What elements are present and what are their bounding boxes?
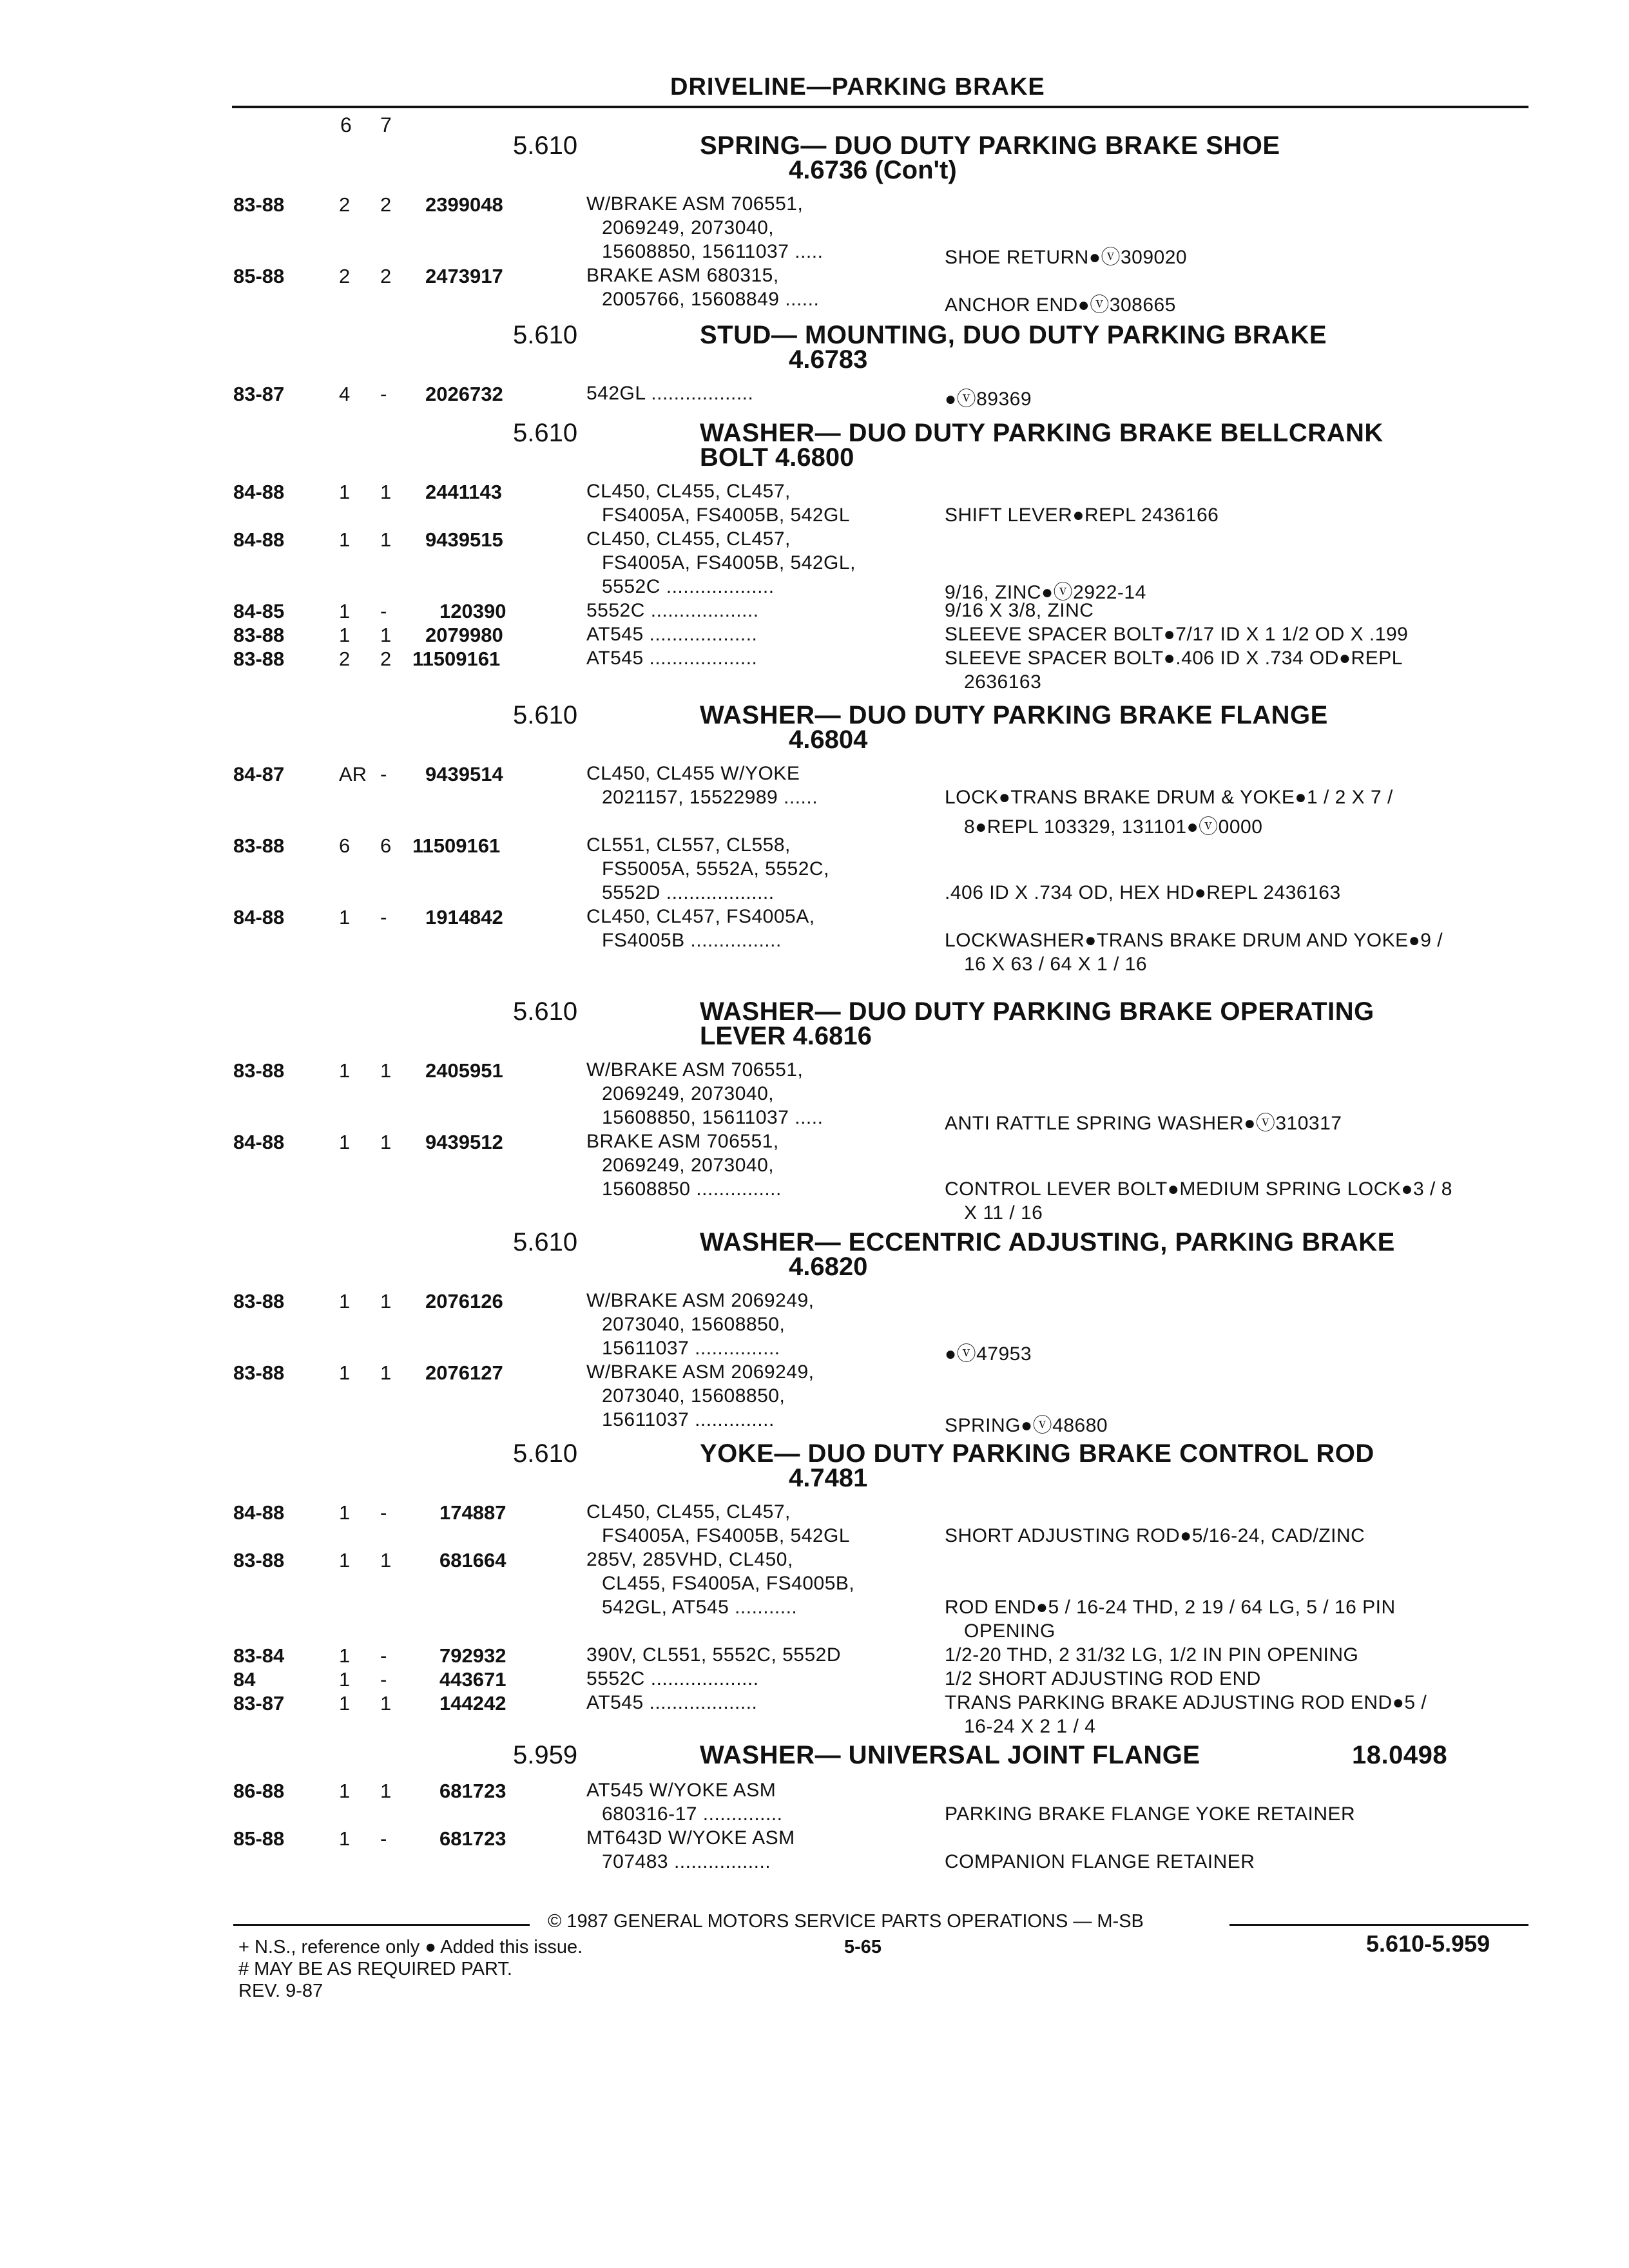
row-part-number: 443671 <box>439 1668 506 1691</box>
row-years: 83-88 <box>233 624 285 646</box>
page-title: DRIVELINE—PARKING BRAKE <box>670 73 1045 101</box>
row-description: FS4005A, FS4005B, 542GL <box>602 1525 851 1546</box>
section-title: WASHER— DUO DUTY PARKING BRAKE BELLCRANK <box>700 419 1383 447</box>
row-remark: 9/16, ZINC●ⓥ2922-14 <box>945 582 1146 603</box>
row-description: W/BRAKE ASM 2069249, <box>586 1290 815 1311</box>
row-qty-6: AR <box>339 763 367 785</box>
row-description: 2069249, 2073040, <box>602 217 775 238</box>
row-qty-6: 1 <box>339 1692 351 1715</box>
row-part-number: 1914842 <box>425 906 503 928</box>
row-qty-7: - <box>380 600 387 622</box>
qty-col-6: 6 <box>340 113 352 137</box>
section-title: YOKE— DUO DUTY PARKING BRAKE CONTROL ROD <box>700 1439 1374 1468</box>
row-description: AT545 W/YOKE ASM <box>586 1780 776 1801</box>
row-description: MT643D W/YOKE ASM <box>586 1827 795 1849</box>
row-remark: 1/2 SHORT ADJUSTING ROD END <box>945 1668 1261 1689</box>
row-years: 84-88 <box>233 1501 285 1524</box>
section-ref-code: 18.0498 <box>1352 1741 1448 1769</box>
row-part-number: 2026732 <box>425 383 503 405</box>
row-description: 542GL .................. <box>586 383 754 404</box>
section-code: 5.610 <box>513 1439 578 1468</box>
row-qty-6: 1 <box>339 1131 351 1153</box>
row-description: AT545 ................... <box>586 1692 758 1713</box>
row-qty-6: 1 <box>339 1668 351 1691</box>
row-description: FS4005A, FS4005B, 542GL, <box>602 552 856 573</box>
row-part-number: 9439515 <box>425 528 503 551</box>
row-remark: SHOE RETURN●ⓥ309020 <box>945 247 1188 268</box>
row-description: 390V, CL551, 5552C, 5552D <box>586 1644 842 1666</box>
row-qty-7: 1 <box>380 1549 392 1571</box>
row-part-number: 120390 <box>439 600 506 622</box>
row-years: 83-88 <box>233 648 285 670</box>
row-qty-6: 1 <box>339 1059 351 1082</box>
row-remark: TRANS PARKING BRAKE ADJUSTING ROD END●5 / <box>945 1692 1427 1713</box>
section-subcode: 4.6820 <box>789 1253 868 1281</box>
row-part-number: 2399048 <box>425 193 503 216</box>
row-years: 84-85 <box>233 600 285 622</box>
row-remark: SHIFT LEVER●REPL 2436166 <box>945 505 1219 526</box>
section-code: 5.959 <box>513 1741 578 1769</box>
row-description: CL450, CL455, CL457, <box>586 1501 791 1523</box>
row-qty-6: 4 <box>339 383 351 405</box>
row-description: 15608850, 15611037 ..... <box>602 241 824 262</box>
row-description: 15608850, 15611037 ..... <box>602 1107 824 1128</box>
row-qty-7: - <box>380 1827 387 1850</box>
row-years: 83-88 <box>233 834 285 857</box>
row-part-number: 9439514 <box>425 763 503 785</box>
row-years: 84-87 <box>233 763 285 785</box>
row-remark: 9/16 X 3/8, ZINC <box>945 600 1094 621</box>
section-title: WASHER— DUO DUTY PARKING BRAKE OPERATING <box>700 997 1374 1026</box>
row-qty-7: 1 <box>380 1131 392 1153</box>
row-part-number: 2079980 <box>425 624 503 646</box>
row-remark: 8●REPL 103329, 131101●ⓥ0000 <box>964 816 1263 838</box>
row-qty-6: 1 <box>339 1827 351 1850</box>
section-subcode: LEVER 4.6816 <box>700 1022 872 1050</box>
row-qty-7: 1 <box>380 528 392 551</box>
row-description: 5552C ................... <box>602 576 775 597</box>
section-code: 5.610 <box>513 701 578 729</box>
row-remark: LOCK●TRANS BRAKE DRUM & YOKE●1 / 2 X 7 / <box>945 787 1393 808</box>
row-description: AT545 ................... <box>586 648 758 669</box>
row-part-number: 681723 <box>439 1827 506 1850</box>
row-qty-6: 1 <box>339 906 351 928</box>
row-remark: 2636163 <box>964 671 1042 693</box>
row-part-number: 681664 <box>439 1549 506 1571</box>
row-years: 83-88 <box>233 1361 285 1384</box>
row-description: W/BRAKE ASM 706551, <box>586 1059 804 1081</box>
row-description: FS4005A, FS4005B, 542GL <box>602 505 851 526</box>
row-qty-6: 1 <box>339 600 351 622</box>
row-qty-6: 2 <box>339 265 351 287</box>
row-qty-7: 1 <box>380 624 392 646</box>
row-years: 83-87 <box>233 383 285 405</box>
section-subcode: 4.6783 <box>789 345 868 374</box>
section-title: WASHER— ECCENTRIC ADJUSTING, PARKING BRAKE <box>700 1228 1395 1256</box>
row-description: CL450, CL455 W/YOKE <box>586 763 800 784</box>
row-description: 15611037 .............. <box>602 1409 775 1430</box>
row-remark: ANCHOR END●ⓥ308665 <box>945 294 1176 316</box>
section-code: 5.610 <box>513 419 578 447</box>
page-number: 5-65 <box>844 1937 882 1957</box>
row-description: 2069249, 2073040, <box>602 1155 775 1176</box>
row-part-number: 2076126 <box>425 1290 503 1312</box>
row-description: BRAKE ASM 706551, <box>586 1131 779 1152</box>
row-qty-7: - <box>380 1668 387 1691</box>
row-remark: 16-24 X 2 1 / 4 <box>964 1716 1096 1737</box>
row-description: 2073040, 15608850, <box>602 1385 786 1407</box>
row-qty-6: 1 <box>339 528 351 551</box>
section-title: WASHER— UNIVERSAL JOINT FLANGE <box>700 1741 1200 1769</box>
row-description: CL450, CL455, CL457, <box>586 481 791 502</box>
row-qty-6: 1 <box>339 1549 351 1571</box>
row-description: AT545 ................... <box>586 624 758 645</box>
row-description: 15608850 ............... <box>602 1178 782 1200</box>
row-qty-6: 1 <box>339 1501 351 1524</box>
section-subcode: 4.7481 <box>789 1464 868 1492</box>
row-description: CL450, CL457, FS4005A, <box>586 906 815 927</box>
row-years: 85-88 <box>233 265 285 287</box>
row-description: 542GL, AT545 ........... <box>602 1597 798 1618</box>
row-qty-7: 1 <box>380 1290 392 1312</box>
row-description: 2073040, 15608850, <box>602 1314 786 1335</box>
row-qty-7: - <box>380 383 387 405</box>
row-remark: 16 X 63 / 64 X 1 / 16 <box>964 954 1148 975</box>
row-years: 83-84 <box>233 1644 285 1667</box>
row-qty-7: - <box>380 763 387 785</box>
row-remark: .406 ID X .734 OD, HEX HD●REPL 2436163 <box>945 882 1341 903</box>
row-description: W/BRAKE ASM 2069249, <box>586 1361 815 1383</box>
row-part-number: 174887 <box>439 1501 506 1524</box>
section-code: 5.610 <box>513 997 578 1026</box>
row-description: FS4005B ................ <box>602 930 782 951</box>
row-description: 2021157, 15522989 ...... <box>602 787 818 808</box>
row-qty-6: 1 <box>339 1290 351 1312</box>
row-qty-7: - <box>380 906 387 928</box>
row-part-number: 681723 <box>439 1780 506 1802</box>
row-qty-7: - <box>380 1501 387 1524</box>
row-remark: LOCKWASHER●TRANS BRAKE DRUM AND YOKE●9 / <box>945 930 1443 951</box>
row-part-number: 2441143 <box>425 481 502 503</box>
row-remark: SLEEVE SPACER BOLT●7/17 ID X 1 1/2 OD X .199 <box>945 624 1409 645</box>
row-part-number: 2405951 <box>425 1059 503 1082</box>
row-qty-7: - <box>380 1644 387 1667</box>
header-rule <box>232 106 1528 108</box>
row-years: 84-88 <box>233 1131 285 1153</box>
row-part-number: 2076127 <box>425 1361 503 1384</box>
row-qty-7: 2 <box>380 265 392 287</box>
row-part-number: 792932 <box>439 1644 506 1667</box>
row-years: 83-88 <box>233 193 285 216</box>
row-remark: 1/2-20 THD, 2 31/32 LG, 1/2 IN PIN OPENING <box>945 1644 1359 1666</box>
section-subcode: 4.6736 (Con't) <box>789 156 957 184</box>
row-description: 5552C ................... <box>586 600 759 621</box>
row-qty-7: 1 <box>380 1780 392 1802</box>
row-description: CL551, CL557, CL558, <box>586 834 791 856</box>
row-remark: COMPANION FLANGE RETAINER <box>945 1851 1255 1872</box>
row-part-number: 11509161 <box>412 834 501 857</box>
row-years: 83-87 <box>233 1692 285 1715</box>
row-description: 2069249, 2073040, <box>602 1083 775 1104</box>
row-description: 5552C ................... <box>586 1668 759 1689</box>
row-qty-7: 2 <box>380 193 392 216</box>
row-remark: ●ⓥ47953 <box>945 1343 1032 1365</box>
row-years: 83-88 <box>233 1549 285 1571</box>
row-qty-6: 6 <box>339 834 351 857</box>
row-qty-6: 1 <box>339 1644 351 1667</box>
row-qty-7: 1 <box>380 1059 392 1082</box>
row-years: 83-88 <box>233 1059 285 1082</box>
section-code: 5.610 <box>513 131 578 160</box>
footnote-ns: + N.S., reference only ● Added this issue. <box>238 1937 583 1957</box>
section-code: 5.610 <box>513 1228 578 1256</box>
section-title: SPRING— DUO DUTY PARKING BRAKE SHOE <box>700 131 1280 160</box>
row-remark: SHORT ADJUSTING ROD●5/16-24, CAD/ZINC <box>945 1525 1365 1546</box>
row-description: 680316-17 .............. <box>602 1803 783 1825</box>
row-qty-6: 1 <box>339 1361 351 1384</box>
footnote-ar: # MAY BE AS REQUIRED PART. <box>238 1959 512 1979</box>
row-remark: X 11 / 16 <box>964 1202 1043 1224</box>
row-qty-6: 1 <box>339 624 351 646</box>
row-years: 84-88 <box>233 906 285 928</box>
row-years: 86-88 <box>233 1780 285 1802</box>
row-qty-7: 2 <box>380 648 392 670</box>
copyright: © 1987 GENERAL MOTORS SERVICE PARTS OPERATIONS — M-SB <box>548 1911 1144 1932</box>
row-qty-7: 1 <box>380 1361 392 1384</box>
row-years: 83-88 <box>233 1290 285 1312</box>
section-title: WASHER— DUO DUTY PARKING BRAKE FLANGE <box>700 701 1328 729</box>
footer-rule-right <box>1229 1924 1528 1926</box>
page-range: 5.610-5.959 <box>1366 1930 1490 1957</box>
row-qty-7: 1 <box>380 1692 392 1715</box>
row-remark: CONTROL LEVER BOLT●MEDIUM SPRING LOCK●3 / 8 <box>945 1178 1452 1200</box>
section-code: 5.610 <box>513 321 578 349</box>
row-qty-6: 2 <box>339 193 351 216</box>
row-qty-7: 6 <box>380 834 392 857</box>
row-remark: SPRING●ⓥ48680 <box>945 1415 1108 1436</box>
row-qty-6: 2 <box>339 648 351 670</box>
row-part-number: 144242 <box>439 1692 506 1715</box>
row-description: 15611037 ............... <box>602 1338 780 1359</box>
row-qty-7: 1 <box>380 481 392 503</box>
row-remark: PARKING BRAKE FLANGE YOKE RETAINER <box>945 1803 1356 1825</box>
row-description: 5552D ................... <box>602 882 775 903</box>
section-title: STUD— MOUNTING, DUO DUTY PARKING BRAKE <box>700 321 1327 349</box>
row-years: 84-88 <box>233 528 285 551</box>
row-years: 84-88 <box>233 481 285 503</box>
footer-rule-left <box>233 1924 530 1926</box>
row-years: 84 <box>233 1668 256 1691</box>
row-remark: ●ⓥ89369 <box>945 389 1032 410</box>
row-description: W/BRAKE ASM 706551, <box>586 193 804 215</box>
row-description: BRAKE ASM 680315, <box>586 265 779 286</box>
section-subcode: 4.6804 <box>789 726 868 754</box>
row-years: 85-88 <box>233 1827 285 1850</box>
row-remark: ROD END●5 / 16-24 THD, 2 19 / 64 LG, 5 / 16 PIN <box>945 1597 1396 1618</box>
row-part-number: 11509161 <box>412 648 501 670</box>
row-qty-6: 1 <box>339 481 351 503</box>
row-description: 285V, 285VHD, CL450, <box>586 1549 793 1570</box>
revision: REV. 9-87 <box>238 1981 323 2001</box>
row-remark: ANTI RATTLE SPRING WASHER●ⓥ310317 <box>945 1113 1342 1134</box>
row-qty-6: 1 <box>339 1780 351 1802</box>
row-part-number: 9439512 <box>425 1131 503 1153</box>
qty-col-7: 7 <box>380 113 392 137</box>
row-part-number: 2473917 <box>425 265 503 287</box>
section-subcode: BOLT 4.6800 <box>700 443 854 472</box>
row-description: CL450, CL455, CL457, <box>586 528 791 550</box>
row-description: 707483 ................. <box>602 1851 771 1872</box>
row-remark: OPENING <box>964 1620 1055 1642</box>
row-description: FS5005A, 5552A, 5552C, <box>602 858 829 879</box>
row-description: CL455, FS4005A, FS4005B, <box>602 1573 855 1594</box>
row-remark: SLEEVE SPACER BOLT●.406 ID X .734 OD●REPL <box>945 648 1403 669</box>
row-description: 2005766, 15608849 ...... <box>602 289 820 310</box>
